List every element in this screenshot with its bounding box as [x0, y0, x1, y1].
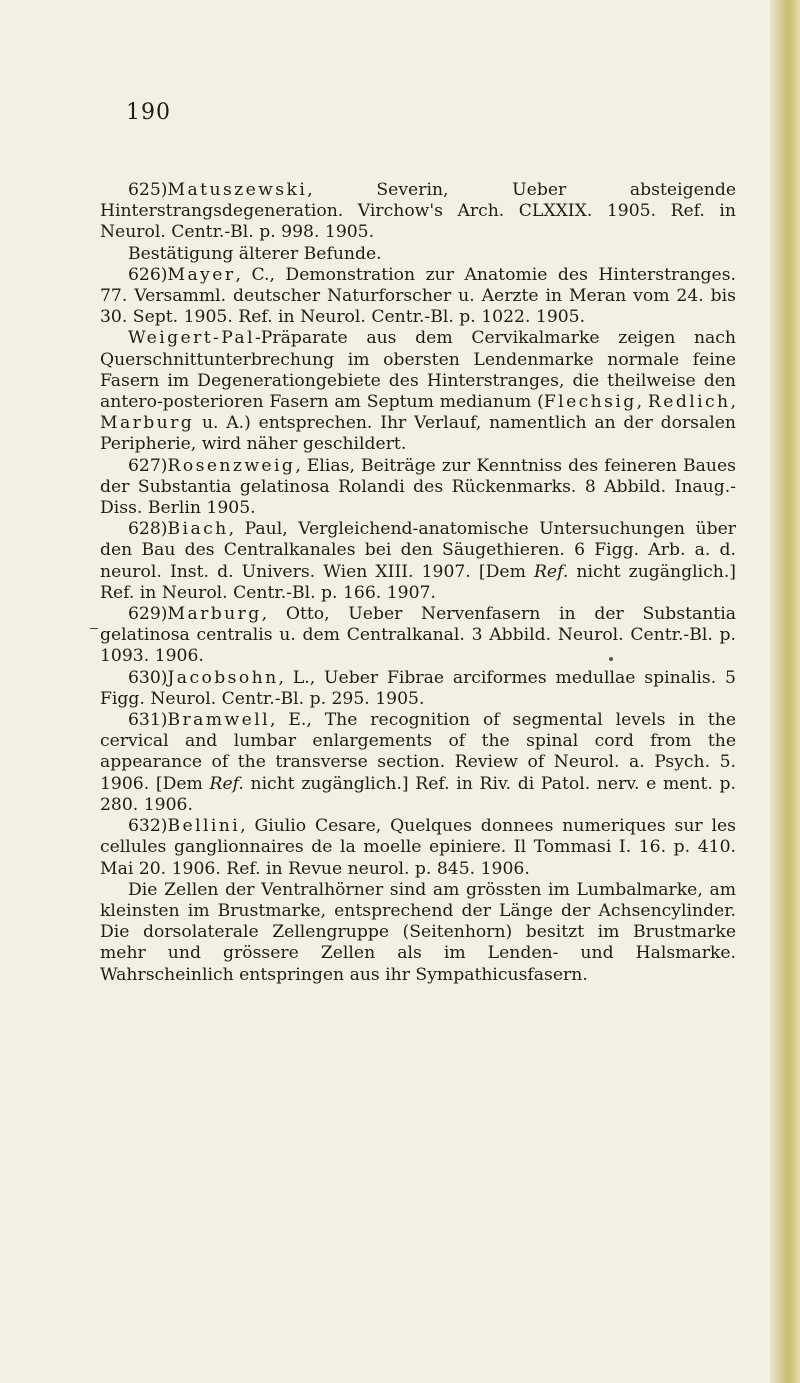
- author-name: Bramwell: [167, 710, 270, 731]
- entry-number: 628): [128, 519, 168, 540]
- entry-627: [100, 456, 736, 520]
- page-edge: [770, 0, 800, 1383]
- entry-number: 626): [128, 264, 168, 285]
- page-body: [100, 180, 736, 986]
- ref-abbrev: Ref.: [533, 561, 569, 582]
- author-name: Rosenzweig: [167, 455, 296, 476]
- author-name: Marburg: [167, 604, 262, 625]
- entry-628: [100, 519, 736, 604]
- entry-630: [100, 668, 736, 710]
- entry-625: [100, 180, 736, 244]
- entry-number: 631): [128, 710, 168, 731]
- author-name: Flechsig: [543, 392, 637, 413]
- entry-629: [100, 604, 736, 668]
- entry-citation: , Elias, Beiträge zur Kenntniss des feineren Baues der Substantia gelatinosa Rolandi des Rückenmarks. 8 Abbild. Inaug.-Diss. Berlin 1905.: [100, 455, 736, 519]
- margin-mark: [90, 628, 98, 629]
- page-number: 190: [126, 100, 171, 125]
- entry-number: 629): [128, 604, 168, 625]
- entry-number: 632): [128, 816, 168, 837]
- entry-citation: , Giulio Cesare, Quelques donnees numeriques sur les cellules ganglionnaires de la moelle epiniere. Il Tommasi I. 16. p. 410. Mai 20. 1906. Ref. in Revue neurol. p. 845. 1906.: [100, 816, 736, 879]
- entry-citation: nicht zugänglich.] Ref. in Neurol. Centr.-Bl. p. 166. 1907.: [100, 561, 736, 603]
- note-text: ,: [636, 392, 648, 413]
- entry-citation: , C., Demonstration zur Anatomie des Hinterstranges. 77. Versamml. deutscher Naturforscher u. Aerzte in Meran vom 24. bis 30. Sept. 1905. Ref. in Neurol. Centr.-Bl. p. 1022. 1905.: [100, 264, 736, 328]
- entry-note: Die Zellen der Ventralhörner sind am grössten im Lumbalmarke, am kleinsten im Brustmarke, entsprechend der Länge der Achsencylinder. Die dorsolaterale Zellengruppe (Seitenhorn) besitzt im Brustmarke mehr und grössere Zellen als im Lenden- und Halsmarke. Wahrscheinlich entspringen aus ihr Sympathicusfasern.: [100, 879, 736, 985]
- author-name: Bellini: [167, 816, 241, 837]
- author-name: Redlich: [647, 392, 731, 413]
- entry-citation: , L., Ueber Fibrae arciformes medullae spinalis. 5 Figg. Neurol. Centr.-Bl. p. 295. 1905.: [100, 667, 736, 709]
- entry-631: [100, 710, 736, 816]
- entry-citation: , Paul, Vergleichend-anatomische Untersuchungen über den Bau des Centralkanales bei den Säugethieren. 6 Figg. Arb. a. d. neurol. Inst. d. Univers. Wien XIII. 1907. [Dem: [100, 519, 736, 582]
- author-name: Marburg: [100, 413, 195, 434]
- ref-abbrev: Ref.: [209, 773, 244, 794]
- note-text: -Präparate aus dem Cervikalmarke zeigen nach Querschnittunterbrechung im obersten Lendenmarke normale feine Fasern im Degenerationgebiete des Hinterstranges, die theilweise den antero-posterioren Fasern am Septum medianum (: [100, 328, 736, 413]
- entry-632: [100, 816, 736, 880]
- note-text: u. A.) entsprechen. Ihr Verlauf, namentlich an der dorsalen Peripherie, wird näher geschildert.: [100, 413, 736, 455]
- entry-note: [100, 328, 736, 455]
- entry-citation: nicht zugänglich.] Ref. in Riv. di Patol. nerv. e ment. p. 280. 1906.: [100, 773, 736, 815]
- author-name: Jacobsohn: [167, 667, 279, 688]
- entry-number: 625): [128, 180, 168, 200]
- entry-citation: , Otto, Ueber Nervenfasern in der Substantia gelatinosa centralis u. dem Centralkanal. 3 Abbild. Neurol. Centr.-Bl. p. 1093. 1906.: [100, 604, 736, 667]
- entry-626: [100, 265, 736, 329]
- entry-number: 630): [128, 667, 168, 688]
- author-name: Biach: [167, 519, 229, 540]
- note-text: ,: [730, 392, 736, 413]
- entry-citation: , Severin, Ueber absteigende Hinterstrangsdegeneration. Virchow's Arch. CLXXIX. 1905. Ref. in Neurol. Centr.-Bl. p. 998. 1905.: [100, 180, 736, 243]
- entry-note: Bestätigung älterer Befunde.: [128, 243, 382, 264]
- entry-number: 627): [128, 455, 168, 476]
- entry-citation: , E., The recognition of segmental levels in the cervical and lumbar enlargements of the spinal cord from the appearance of the transverse section. Review of Neurol. a. Psych. 5. 1906. [Dem: [100, 710, 736, 794]
- stain-name: Weigert-Pal: [128, 328, 255, 349]
- author-name: Matuszewski: [167, 180, 308, 200]
- author-name: Mayer: [167, 264, 236, 285]
